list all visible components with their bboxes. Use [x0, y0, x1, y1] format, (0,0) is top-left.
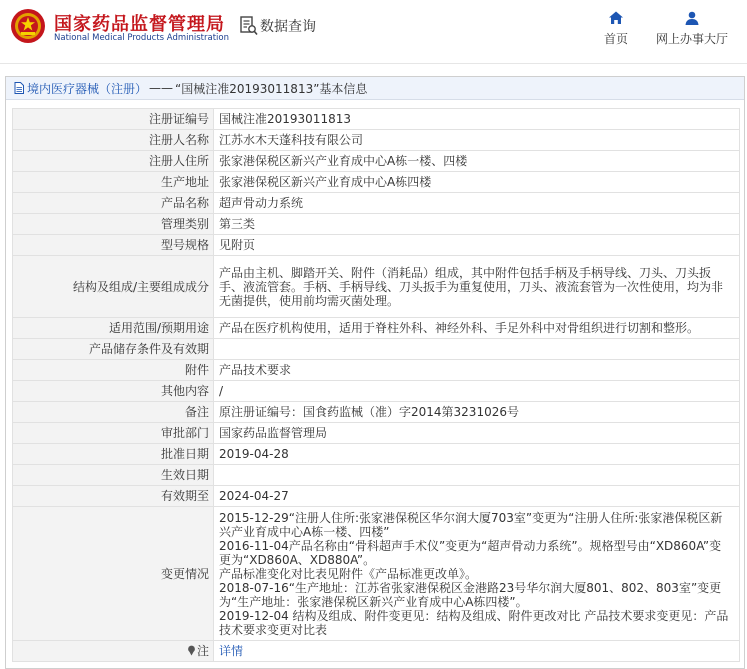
table-row — [13, 339, 740, 360]
breadcrumb-category-link[interactable]: 境内医疗器械（注册） — [27, 81, 148, 96]
breadcrumb-record-title: “国械注准20193011813”基本信息 — [175, 81, 368, 96]
table-row — [13, 151, 740, 172]
field-value: 2019-04-28 — [214, 444, 740, 465]
data-query-link[interactable] — [240, 16, 316, 36]
field-value: 产品由主机、脚踏开关、附件（消耗品）组成，其中附件包括手柄及手柄导线、刀头、刀头扳手、液流管套。手柄、手柄导线、刀头扳手为重复使用，刀头、液流套管为一次性使用，均为非无菌提供，使用前均需灭菌处理。 — [214, 256, 740, 318]
field-label: 适用范围/预期用途 — [13, 318, 214, 339]
table-row — [13, 465, 740, 486]
field-value: 见附页 — [214, 235, 740, 256]
field-label: 其他内容 — [13, 381, 214, 402]
breadcrumb — [6, 77, 744, 100]
field-value: 张家港保税区新兴产业育成中心A栋一楼、四楼 — [214, 151, 740, 172]
national-emblem-logo[interactable] — [10, 8, 46, 44]
note-label: 注 — [196, 644, 209, 658]
field-label: 备注 — [13, 402, 214, 423]
field-value — [214, 641, 740, 662]
nav-home-label: 首页 — [603, 32, 628, 46]
table-row — [13, 235, 740, 256]
field-value: / — [214, 381, 740, 402]
field-value: 2015-12-29“注册人住所:张家港保税区华尔润大厦703室”变更为“注册人住所:张家港保税区新兴产业育成中心A栋一楼、四楼” 2016-11-04产品名称由“骨科超声手术仪”变更为“超声骨动力系统”。规格型号由“XD860A”变更为“XD860A、XD880A”。 产品标准变化对比表见附件《产品标准更改单》。 2018-07-16“生产地址：江苏省张家港保税区金港路23号华尔润大厦801、802、803室”变更为“生产地址：张家港保税区新兴产业育成中心A栋四楼”。 2019-12-04 结构及组成、附件变更见：结构及组成、附件更改对比 产品技术要求变更见：产品技术要求变更对比表 — [214, 507, 740, 641]
field-label: 生产地址 — [13, 172, 214, 193]
table-row — [13, 360, 740, 381]
pin-icon — [187, 645, 196, 656]
field-value — [214, 339, 740, 360]
field-value: 超声骨动力系统 — [214, 193, 740, 214]
table-row — [13, 109, 740, 130]
nav-online-service-hall-label: 网上办事大厅 — [655, 32, 728, 46]
table-row — [13, 318, 740, 339]
field-label: 结构及组成/主要组成成分 — [13, 256, 214, 318]
field-value: 江苏水木天蓬科技有限公司 — [214, 130, 740, 151]
field-value: 国家药品监督管理局 — [214, 423, 740, 444]
detail-panel — [5, 76, 745, 669]
field-label: 产品名称 — [13, 193, 214, 214]
field-label — [13, 641, 214, 662]
registration-info-table — [12, 108, 740, 662]
field-label: 批准日期 — [13, 444, 214, 465]
field-label: 注册人住所 — [13, 151, 214, 172]
details-link[interactable]: 详情 — [219, 644, 244, 658]
field-label: 产品储存条件及有效期 — [13, 339, 214, 360]
field-label: 变更情况 — [13, 507, 214, 641]
site-name-cn[interactable]: 国家药品监督管理局 — [54, 14, 225, 35]
field-label: 型号规格 — [13, 235, 214, 256]
field-label: 有效期至 — [13, 486, 214, 507]
field-value: 国械注准20193011813 — [214, 109, 740, 130]
table-row — [13, 444, 740, 465]
nav-online-service-hall[interactable] — [652, 10, 732, 47]
site-name-en: National Medical Products Administration — [54, 33, 229, 43]
field-value: 原注册证编号：国食药监械（准）字2014第3231026号 — [214, 402, 740, 423]
user-icon — [684, 10, 700, 26]
table-row — [13, 641, 740, 662]
home-icon — [608, 10, 624, 26]
field-value: 2024-04-27 — [214, 486, 740, 507]
field-label: 管理类别 — [13, 214, 214, 235]
nav-home[interactable] — [600, 10, 632, 47]
table-row — [13, 193, 740, 214]
table-row — [13, 172, 740, 193]
table-row — [13, 402, 740, 423]
table-row — [13, 381, 740, 402]
table-row — [13, 507, 740, 641]
field-label: 注册证编号 — [13, 109, 214, 130]
breadcrumb-separator: —— — [149, 81, 174, 95]
table-row — [13, 423, 740, 444]
field-value: 张家港保税区新兴产业育成中心A栋四楼 — [214, 172, 740, 193]
field-value: 产品技术要求 — [214, 360, 740, 381]
field-value — [214, 465, 740, 486]
data-query-label: 数据查询 — [260, 19, 316, 35]
site-header — [0, 0, 747, 64]
table-row — [13, 130, 740, 151]
document-search-icon — [240, 16, 258, 36]
table-row — [13, 214, 740, 235]
field-label: 审批部门 — [13, 423, 214, 444]
field-value: 第三类 — [214, 214, 740, 235]
table-row — [13, 256, 740, 318]
document-icon — [14, 82, 24, 94]
table-row — [13, 486, 740, 507]
field-value: 产品在医疗机构使用，适用于脊柱外科、神经外科、手足外科中对骨组织进行切割和整形。 — [214, 318, 740, 339]
field-label: 注册人名称 — [13, 130, 214, 151]
field-label: 附件 — [13, 360, 214, 381]
field-label: 生效日期 — [13, 465, 214, 486]
